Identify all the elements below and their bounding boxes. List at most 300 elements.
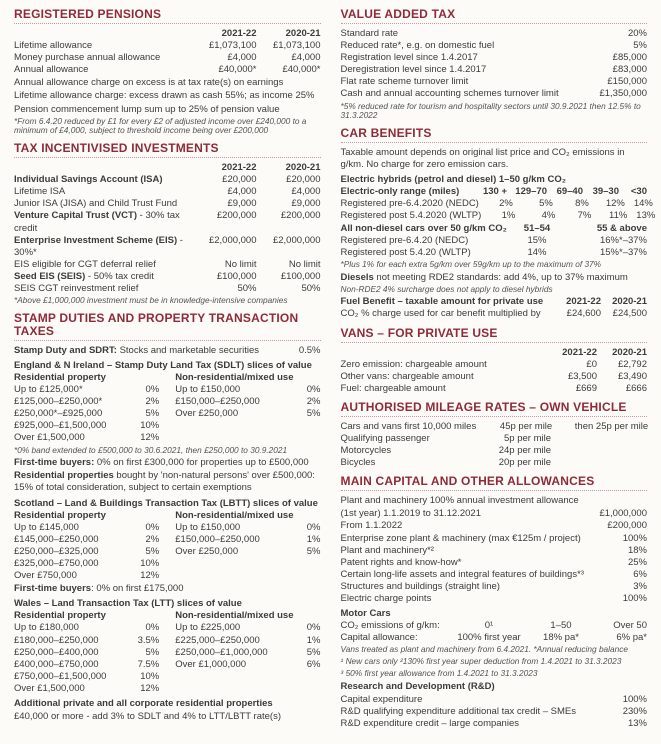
data-row [341, 64, 648, 76]
data-row [341, 694, 648, 706]
data-row [341, 28, 648, 40]
value-cell: £24,500 [612, 308, 647, 320]
paragraph: Plant and machinery 100% annual investment allowance [340, 495, 579, 507]
property-rate-tables [14, 610, 321, 695]
value-cell: £666 [625, 382, 647, 394]
value-cell: £1,000,000 [599, 508, 647, 520]
sub-heading: England & N Ireland – Stamp Duty Land Tax (SDLT) slices of value [14, 359, 312, 371]
footnote: *0% band extended to £500,000 to 30.6.2021, then £250,000 to 30.9.2021 [14, 444, 288, 455]
grid-cell: <30 [630, 186, 647, 198]
row-label: From 1.1.2022 [340, 520, 403, 532]
text-segment: Stamp Duty and SDRT: [14, 344, 117, 356]
text-segment: Enterprise Investment Scheme (EIS) [14, 234, 178, 246]
property-table-heading: Non-residential/mixed use [175, 371, 294, 383]
grid-cell: 69–40 [556, 186, 583, 198]
value-cell: £2,792 [617, 358, 647, 370]
text-segment: : 0% on first £175,000 [91, 583, 184, 595]
property-rate-table [14, 510, 159, 583]
rate-band-row [14, 384, 159, 396]
data-row [14, 259, 321, 271]
rate-band-row [175, 384, 320, 396]
data-row [341, 593, 648, 605]
paragraph: Annual allowance charge on excess is at tax rate(s) on earnings [14, 77, 284, 89]
rate-value: 0% [306, 384, 321, 396]
row-label: Fuel: chargeable amount [340, 382, 446, 394]
data-row [14, 283, 321, 295]
data-row [341, 308, 648, 320]
section-tax-incentivised-investments [14, 142, 321, 306]
data-row [14, 64, 321, 76]
rate-value: 10% [140, 558, 160, 569]
data-row [14, 174, 321, 186]
paragraph [14, 457, 321, 469]
band-label: Over £1,500,000 [14, 682, 85, 694]
text-segment: 0% on first £300,000 for properties up to £500,000 [94, 457, 309, 469]
band-label: £180,000–£250,000 [14, 634, 99, 646]
rate-value: 12% [140, 682, 160, 694]
data-row [341, 359, 648, 371]
paragraph [14, 470, 321, 494]
property-rate-table [175, 610, 320, 695]
text-segment: Fuel Benefit – taxable amount for private use [340, 296, 544, 308]
grid-cell: 4% [541, 210, 556, 222]
property-table-heading: Non-residential/mixed use [175, 610, 294, 622]
section-title: VALUE ADDED TAX [341, 8, 648, 24]
row-label: EIS eligible for CGT deferral relief [14, 258, 156, 270]
rate-value: 5% [306, 646, 321, 658]
row-label: R&D expenditure credit – large companies [340, 717, 519, 729]
band-label: £225,000–£250,000 [175, 634, 260, 646]
grid-cell: 45p per mile [499, 420, 553, 432]
rate-band-row [14, 558, 159, 570]
row-label: Flat rate scheme turnover limit [340, 76, 469, 88]
value-cell: 25% [627, 556, 647, 568]
value-cell: £1,073,100 [272, 40, 321, 52]
rate-value: 6% [306, 658, 321, 670]
grid-cell: 14% [527, 246, 547, 258]
grid-row [341, 186, 648, 198]
rate-band-row [14, 420, 159, 432]
rate-band-row [14, 408, 159, 420]
grid-cell: 51–54 [523, 222, 551, 234]
section-title: VANS – FOR PRIVATE USE [341, 327, 648, 343]
data-row [341, 296, 648, 308]
row-label: Reduced rate*, e.g. on domestic fuel [340, 40, 495, 52]
section-title: CAR BENEFITS [341, 127, 648, 143]
row-label: Plant and machinery*² [340, 544, 434, 556]
property-rate-table [175, 510, 320, 583]
property-rate-tables [14, 372, 321, 445]
data-row [14, 235, 321, 259]
grid-cell: 6% pa* [616, 632, 647, 644]
grid-cell: then 25p per mile [574, 420, 649, 432]
year-column-label: 2021-22 [221, 28, 257, 39]
value-cell: 2020-21 [612, 296, 647, 308]
band-label: £750,000–£1,500,000 [14, 670, 107, 682]
rate-band-row [14, 635, 159, 647]
row-label: R&D qualifying expenditure additional tax credit – SMEs [340, 705, 577, 717]
value-cell: £20,000 [286, 174, 321, 186]
band-label: Up to £180,000 [14, 622, 79, 634]
value-cell: 3% [633, 580, 647, 592]
footnote: ¹ New cars only ²130% first year super deduction from 1.4.2021 to 31.3.2023 [340, 656, 622, 667]
paragraph [341, 272, 648, 284]
value-cell: £40,000* [282, 64, 321, 76]
year-header-row [341, 347, 648, 359]
value-cell: £200,000 [216, 210, 257, 222]
row-label [14, 271, 193, 283]
rate-band-row [175, 534, 320, 546]
data-row [341, 545, 648, 557]
section-registered-pensions [14, 8, 321, 136]
grid-row [340, 210, 656, 222]
grid-row [341, 632, 648, 644]
band-label: £250,000–£325,000 [14, 545, 99, 557]
rate-band-row [14, 570, 159, 582]
value-cell: £200,000 [280, 210, 321, 222]
section-title: REGISTERED PENSIONS [14, 8, 321, 24]
value-cell: £40,000* [218, 64, 257, 76]
grid-table [341, 421, 648, 469]
grid-cell: Registered post 5.4.20 (WLTP) [340, 246, 471, 258]
band-label: £250,000*–£925,000 [14, 408, 103, 420]
value-cell: £3,490 [617, 370, 647, 382]
row-label [14, 345, 295, 357]
rate-band-row [14, 534, 159, 546]
data-row [341, 76, 648, 88]
row-label: SEIS CGT reinvestment relief [14, 283, 139, 294]
grid-cell: CO₂ emissions of g/km: [340, 620, 440, 632]
grid-cell: 39–30 [592, 186, 619, 198]
band-label: £250,000–£400,000 [14, 646, 99, 658]
footnote: ³ 50% first year allowance from 1.4.2021 to 31.3.2023 [340, 667, 538, 678]
text-segment: Diesels [340, 271, 374, 283]
section-authorised-mileage-rates-own-vehicle [341, 401, 648, 469]
grid-row [341, 620, 648, 632]
value-cell: 230% [622, 705, 647, 717]
data-row [14, 210, 321, 234]
row-label: Standard rate [340, 28, 399, 39]
data-row [341, 371, 648, 383]
grid-cell: Electric-only range (miles) [340, 186, 460, 198]
section-title: AUTHORISED MILEAGE RATES – OWN VEHICLE [341, 401, 648, 417]
value-cell: £150,000 [607, 76, 647, 88]
grid-row [341, 433, 648, 445]
rate-band-row [175, 396, 320, 408]
rate-band-row [14, 622, 159, 634]
row-label: Lifetime ISA [14, 186, 66, 198]
year-column-label: 2021-22 [221, 162, 257, 174]
data-row [341, 533, 648, 545]
grid-cell: 130 + [482, 186, 507, 198]
value-cell: 100% [622, 693, 647, 705]
value-cell: 100% [622, 593, 647, 604]
data-row [341, 520, 648, 532]
rate-band-row [14, 683, 159, 695]
text-segment: not meeting RDE2 standards: add 4%, up to 37% maximum [373, 271, 628, 283]
value-cell: £2,000,000 [272, 234, 321, 246]
rate-value: 0% [145, 521, 160, 533]
grid-cell: 15%*–37% [599, 246, 647, 258]
data-row [341, 557, 648, 569]
rate-value: 2% [306, 396, 321, 408]
value-cell: 50% [301, 283, 321, 294]
value-cell: 2021-22 [566, 296, 601, 308]
data-row [14, 186, 321, 198]
rate-band-row [14, 659, 159, 671]
grid-cell: 18% pa* [543, 632, 579, 644]
grid-cell: 1% [501, 210, 516, 222]
data-row [341, 52, 648, 64]
text-segment: First-time buyers [14, 583, 92, 595]
rate-value: 2% [145, 396, 160, 408]
rate-value: 1% [306, 634, 321, 646]
band-label: Over £1,500,000 [14, 432, 85, 444]
grid-table [341, 620, 648, 644]
year-header-row [14, 28, 321, 40]
value-cell: No limit [288, 258, 321, 270]
rate-band-row [14, 647, 159, 659]
row-label [14, 210, 193, 234]
row-label: Enterprise zone plant & machinery (max €125m / project) [340, 532, 581, 544]
value-cell: £83,000 [612, 64, 647, 76]
paragraph: Lifetime allowance charge: excess drawn as cash 55%; as income 25% [14, 90, 315, 102]
section-title: TAX INCENTIVISED INVESTMENTS [14, 142, 321, 158]
property-table-heading: Residential property [14, 509, 106, 521]
text-segment: - 30%* [14, 234, 183, 258]
row-label: Cash and annual accounting schemes turnover limit [340, 88, 559, 100]
value-cell: £1,073,100 [208, 40, 257, 52]
grid-cell: 2% [499, 198, 513, 210]
value-cell: £9,000 [227, 198, 257, 210]
rate-value: 5% [306, 408, 321, 420]
value-cell: £2,000,000 [208, 234, 257, 246]
grid-cell: 7% [577, 210, 592, 222]
grid-cell: 0¹ [484, 620, 494, 632]
value-cell: £100,000 [280, 270, 321, 282]
rate-value: 3.5% [137, 634, 160, 646]
paragraph: Taxable amount depends on original list price and CO₂ emissions in g/km. No charge for zero emission cars. [340, 146, 625, 171]
data-row [341, 718, 648, 730]
band-label: Up to £150,000 [175, 384, 241, 396]
value-cell: 13% [627, 717, 647, 729]
value-cell: £1,350,000 [599, 88, 647, 100]
sub-heading: Additional private and all corporate residential properties [14, 698, 273, 710]
section-vans-for-private-use [341, 327, 648, 395]
section-title: STAMP DUTIES AND PROPERTY TRANSACTION TAXES [14, 312, 321, 341]
grid-cell: All non-diesel cars over 50 g/km CO₂ [340, 222, 507, 234]
grid-cell: 15% [527, 234, 547, 246]
row-label: Electric charge points [340, 593, 432, 604]
row-label: Certain long-life assets and integral features of buildings*³ [340, 568, 584, 580]
property-rate-table [14, 372, 159, 445]
grid-cell: Registered post 5.4.2020 (WLTP) [340, 210, 482, 222]
value-cell: £4,000 [227, 52, 257, 64]
band-label: £150,000–£250,000 [175, 533, 260, 545]
rate-band-row [14, 546, 159, 558]
band-label: Up to £145,000 [14, 521, 79, 533]
row-label: Registration level since 1.4.2017 [340, 52, 478, 64]
rate-value: 0% [306, 622, 321, 634]
value-cell: 50% [237, 283, 257, 294]
rate-band-row [14, 396, 159, 408]
sub-heading: Electric hybrids (petrol and diesel) 1–50 g/km CO₂ [340, 174, 566, 186]
value-cell: £24,600 [566, 308, 601, 320]
grid-cell: 100% first year [457, 632, 521, 644]
text-segment: bought by 'non-natural persons' over £500,000: 15% of total consideration, subject to certain exemptions [14, 470, 315, 494]
left-column [14, 8, 321, 736]
band-label: £250,000–£1,000,000 [175, 646, 268, 658]
grid-cell: Capital allowance: [340, 632, 418, 644]
row-label: Patent rights and know-how* [340, 556, 462, 568]
rate-band-row [175, 635, 320, 647]
grid-row [341, 247, 648, 259]
text-segment: Residential properties [14, 470, 114, 482]
grid-row [341, 223, 648, 235]
rate-value: 1% [306, 533, 321, 545]
value-cell: £0 [586, 358, 597, 370]
value-cell: £669 [575, 382, 597, 394]
value-cell: 18% [627, 544, 647, 556]
row-label: Capital expenditure [340, 693, 423, 705]
grid-cell: 11% [609, 210, 628, 222]
text-segment: Venture Capital Trust (VCT) [14, 210, 137, 222]
grid-cell: 24p per mile [498, 445, 551, 457]
sub-heading: Wales – Land Transaction Tax (LTT) slices of value [14, 598, 242, 610]
grid-row [341, 445, 648, 457]
band-label: £150,000–£250,000 [175, 396, 260, 408]
data-row [14, 198, 321, 210]
band-label: Up to £150,000 [175, 521, 241, 533]
section-stamp-duties-and-property-transaction-taxes [14, 312, 321, 723]
footnote: *5% reduced rate for tourism and hospitality sectors until 30.9.2021 then 12.5% to 31.3.2022 [340, 100, 641, 121]
data-row [341, 706, 648, 718]
text-segment: Seed EIS (SEIS) [14, 270, 86, 282]
value-cell: £9,000 [291, 198, 321, 210]
paragraph [14, 583, 321, 595]
property-table-heading: Residential property [14, 610, 106, 622]
grid-table [341, 223, 648, 259]
band-label: Over £750,000 [14, 570, 77, 582]
grid-cell: Motorcycles [340, 445, 392, 457]
text-segment: - 50% tax credit [85, 270, 154, 282]
rate-value: 0% [145, 622, 160, 634]
grid-cell: 20p per mile [498, 457, 551, 469]
rate-band-row [14, 671, 159, 683]
row-label: CO₂ % charge used for car benefit multiplied by [340, 308, 541, 320]
band-label: Up to £225,000 [175, 622, 241, 634]
grid-cell: Registered pre-6.4.20 (NEDC) [340, 234, 469, 246]
sub-heading: Motor Cars [340, 608, 391, 620]
rate-value: 12% [140, 570, 160, 582]
value-cell: £4,000 [227, 186, 257, 198]
property-rate-tables [14, 510, 321, 583]
data-row [14, 271, 321, 283]
right-column [340, 7, 656, 736]
grid-row [341, 457, 648, 469]
rate-value: 10% [140, 420, 160, 432]
text-segment: First-time buyers: [14, 457, 95, 469]
value-cell: £200,000 [607, 520, 647, 532]
rate-value: 10% [140, 670, 160, 682]
sub-heading: Scotland – Land & Buildings Transaction Tax (LBTT) slices of value [14, 497, 318, 509]
section-value-added-tax [341, 8, 648, 121]
value-cell: £85,000 [612, 52, 647, 64]
data-row [14, 52, 321, 64]
property-table-heading: Residential property [14, 371, 106, 383]
rate-band-row [14, 432, 159, 444]
year-column-label: 2020-21 [612, 346, 647, 358]
rate-band-row [175, 522, 320, 534]
year-column-label: 2020-21 [285, 162, 321, 174]
footnote: Non-RDE2 4% surcharge does not apply to diesel hybrids [340, 283, 553, 294]
row-label: Structures and buildings (straight line) [340, 580, 500, 592]
grid-cell: 12% [605, 198, 625, 210]
footnote: Vans treated as plant and machinery from 6.4.2021. *Annual reducing balance [340, 644, 629, 655]
rate-value: 5% [145, 545, 160, 557]
value-cell: £3,500 [567, 370, 597, 382]
data-row [341, 40, 648, 52]
rate-band-row [175, 659, 320, 671]
property-rate-table [175, 372, 320, 445]
grid-cell: 5p per mile [504, 432, 551, 444]
paragraph: £40,000 or more - add 3% to SDLT and 4% to LTT/LBTT rate(s) [14, 711, 282, 723]
grid-cell: 55 & above [596, 222, 647, 234]
value-cell: £20,000 [222, 174, 257, 186]
row-label [341, 296, 556, 308]
rate-value: 0% [145, 384, 160, 396]
rate-band-row [175, 546, 320, 558]
rate-value: 0% [306, 521, 321, 533]
rate-value: 5% [145, 646, 160, 658]
property-rate-table [14, 610, 159, 695]
section-main-capital-and-other-allowances [341, 475, 648, 730]
property-table-heading: Non-residential/mixed use [175, 509, 294, 521]
grid-row [341, 421, 648, 433]
paragraph: Pension commencement lump sum up to 25% of pension value [14, 103, 280, 115]
row-label [14, 235, 193, 259]
rate-band-row [175, 647, 320, 659]
data-row [341, 88, 648, 100]
band-label: Over £250,000 [175, 408, 239, 420]
grid-cell: Registered pre-6.4.2020 (NEDC) [340, 198, 479, 210]
grid-cell: 1–50 [550, 620, 572, 632]
footnote: *Above £1,000,000 investment must be in knowledge-intensive companies [14, 295, 288, 306]
row-label: Lifetime allowance [14, 40, 93, 52]
band-label: Up to £125,000* [14, 384, 83, 396]
grid-row [341, 235, 648, 247]
value-cell: 5% [633, 40, 647, 52]
row-label: Money purchase annual allowance [14, 52, 161, 64]
band-label: Over £1,000,000 [175, 658, 247, 670]
value-cell: £100,000 [216, 270, 257, 282]
rate-value: 2% [145, 533, 160, 545]
year-column-label: 2021-22 [562, 346, 597, 358]
band-label: £925,000–£1,500,000 [14, 420, 107, 432]
value-cell: £4,000 [291, 52, 321, 64]
grid-table [340, 186, 656, 222]
grid-row [340, 198, 653, 210]
band-label: Over £250,000 [175, 545, 239, 557]
text-segment: Stocks and marketable securities [116, 344, 259, 356]
data-row [341, 581, 648, 593]
year-header-row [14, 162, 321, 174]
value-cell: No limit [224, 258, 257, 270]
row-label: Zero emission: chargeable amount [340, 358, 487, 370]
grid-cell: 129–70 [515, 186, 547, 198]
grid-cell: Qualifying passenger [340, 432, 430, 444]
rate-value: 5% [306, 545, 321, 557]
